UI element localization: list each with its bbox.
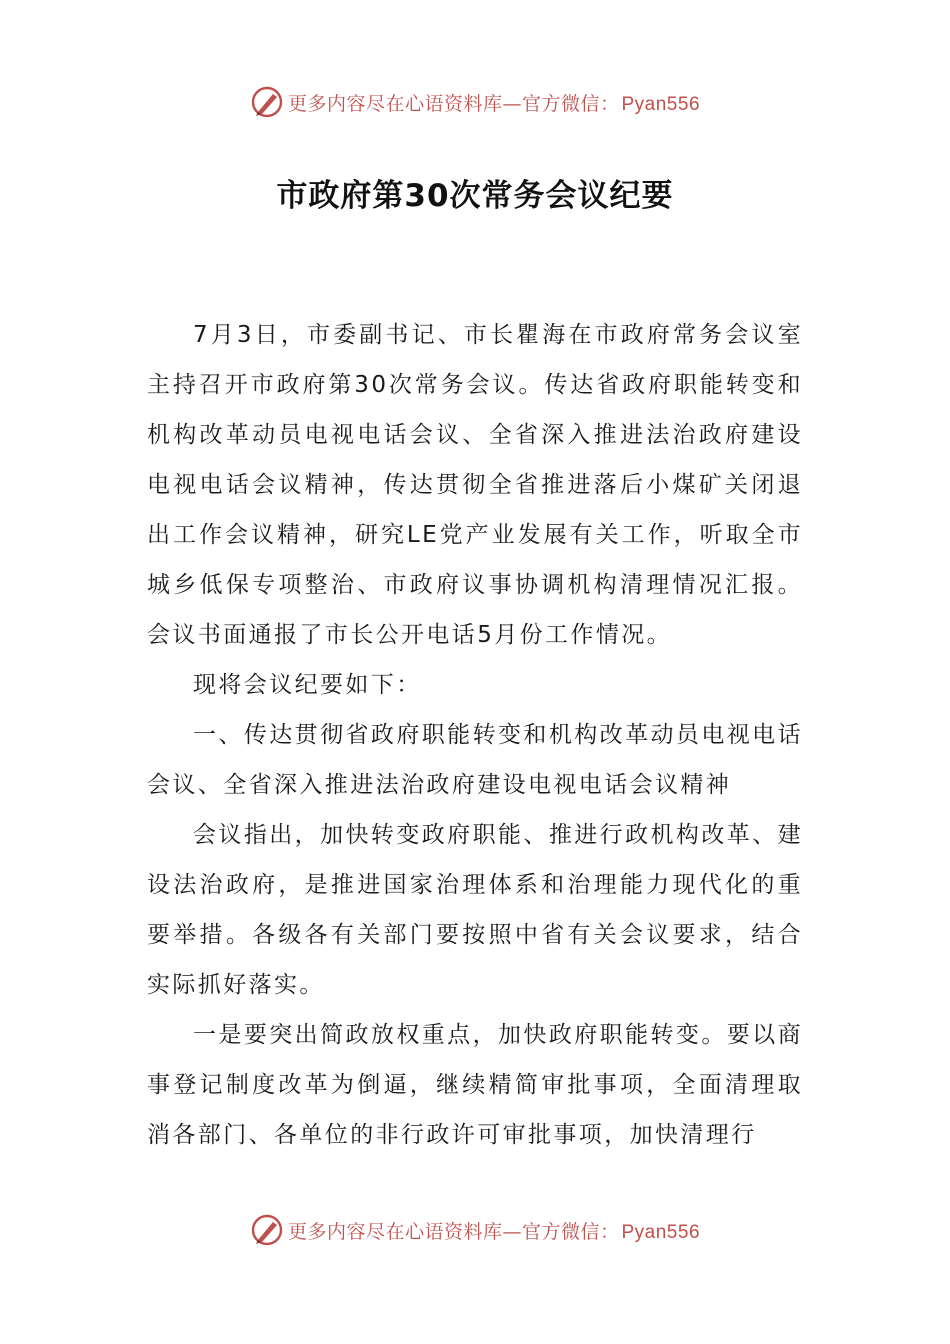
paragraph-section-one-heading: 一、传达贯彻省政府职能转变和机构改革动员电视电话会议、全省深入推进法治政府建设电视电话会议精神 [147,722,803,798]
wechat-id: Pyan556 [621,93,701,115]
wechat-id: Pyan556 [621,1221,701,1243]
footer-watermark [0,1210,950,1250]
header-watermark [0,82,950,122]
watermark-text: 更多内容尽在心语资料库—官方微信： Pyan556 [287,92,701,115]
document-body [147,310,803,1160]
paragraph-intro: 现将会议纪要如下： [193,672,422,698]
paragraph-section-one-body: 会议指出，加快转变政府职能、推进行政机构改革、建设法治政府，是推进国家治理体系和治理能力现代化的重要举措。各级各有关部门要按照中省有关会议要求，结合实际抓好落实。 [147,822,803,998]
pen-circle-icon [250,1213,284,1247]
pen-circle-icon [250,85,284,119]
paragraph-point-one: 一是要突出简政放权重点，加快政府职能转变。要以商事登记制度改革为倒逼，继续精简审批事项，全面清理取消各部门、各单位的非行政许可审批事项，加快清理行 [147,1022,803,1148]
watermark-text: 更多内容尽在心语资料库—官方微信： Pyan556 [287,1220,701,1243]
paragraph-meeting-summary: 7月3日，市委副书记、市长瞿海在市政府常务会议室主持召开市政府第30次常务会议。传达省政府职能转变和机构改革动员电视电话会议、全省深入推进法治政府建设电视电话会议精神，传达贯彻全省推进落后小煤矿关闭退出工作会议精神，研究LE党产业发展有关工作，听取全市城乡低保专项整治、市政府议事协调机构清理情况汇报。会议书面通报了市长公开电话5月份工作情况。 [147,322,803,648]
document-title: 市政府第30次常务会议纪要 [276,178,674,214]
